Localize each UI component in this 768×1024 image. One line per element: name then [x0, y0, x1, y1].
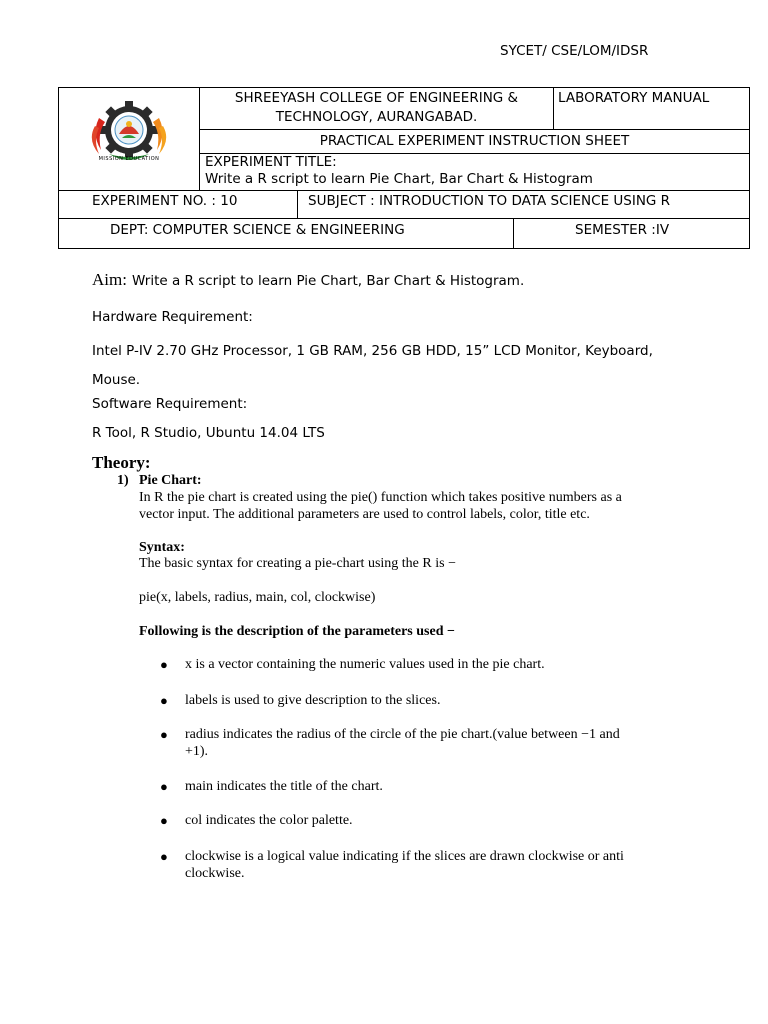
param-item: [185, 656, 705, 673]
hardware-line2: Mouse.: [92, 372, 141, 388]
param-item: [185, 726, 705, 760]
logo-tagline: MISSION EDUCATION: [98, 156, 160, 162]
param-item-line1: col indicates the color palette.: [185, 813, 353, 828]
pie-chart-paragraph-line2: vector input. The additional parameters are used to control labels, color, title etc.: [139, 507, 590, 522]
theory-heading: Theory:: [92, 453, 151, 472]
syntax-description: The basic syntax for creating a pie-chart using the R is −: [139, 556, 456, 571]
param-item: [185, 848, 705, 882]
aim-text: Write a R script to learn Pie Chart, Bar Chart & Histogram.: [132, 273, 525, 289]
param-item-line1: main indicates the title of the chart.: [185, 779, 383, 794]
param-item: [185, 778, 705, 795]
bullet-icon: ●: [160, 779, 168, 794]
software-text: R Tool, R Studio, Ubuntu 14.04 LTS: [92, 425, 325, 441]
bullet-icon: ●: [160, 657, 168, 672]
pie-chart-number: 1): [117, 473, 129, 488]
param-item-line1: x is a vector containing the numeric values used in the pie chart.: [185, 657, 545, 672]
college-name-cell: [199, 88, 553, 129]
logo-cell: [59, 88, 199, 190]
bullet-icon: ●: [160, 693, 168, 708]
subject-cell: SUBJECT : INTRODUCTION TO DATA SCIENCE USING R: [297, 190, 749, 218]
experiment-title-label: EXPERIMENT TITLE:: [205, 154, 337, 170]
department-cell: DEPT: COMPUTER SCIENCE & ENGINEERING: [59, 218, 513, 249]
param-item: [185, 812, 705, 829]
pie-chart-heading: Pie Chart:: [139, 473, 202, 488]
document-reference: SYCET/ CSE/LOM/IDSR: [500, 43, 649, 59]
bullet-icon: ●: [160, 727, 168, 742]
parameters-heading: Following is the description of the parameters used −: [139, 624, 455, 639]
pie-chart-paragraph-line1: In R the pie chart is created using the pie() function which takes positive numbers as a: [139, 490, 622, 505]
syntax-code: pie(x, labels, radius, main, col, clockwise): [139, 590, 376, 605]
college-logo: [59, 88, 199, 190]
param-item-line2: clockwise.: [185, 866, 245, 881]
syntax-heading: Syntax:: [139, 540, 185, 555]
experiment-number-cell: EXPERIMENT NO. : 10: [59, 190, 297, 218]
hardware-heading: Hardware Requirement:: [92, 309, 253, 325]
experiment-title-cell: [199, 153, 749, 190]
bullet-icon: ●: [160, 813, 168, 828]
semester-cell: SEMESTER :IV: [513, 218, 749, 249]
param-item-line2: +1).: [185, 744, 209, 759]
aim-label: Aim:: [92, 270, 127, 289]
param-item: [185, 692, 705, 709]
hardware-text: [92, 337, 692, 395]
aim-line: [92, 270, 524, 290]
instruction-sheet-cell: PRACTICAL EXPERIMENT INSTRUCTION SHEET: [199, 129, 749, 153]
college-name-line1: SHREEYASH COLLEGE OF ENGINEERING &: [234, 90, 519, 106]
param-item-line1: radius indicates the radius of the circle of the pie chart.(value between −1 and: [185, 727, 620, 742]
param-item-line1: labels is used to give description to the slices.: [185, 693, 441, 708]
college-name-line2: TECHNOLOGY, AURANGABAD.: [275, 109, 478, 125]
param-item-line1: clockwise is a logical value indicating if the slices are drawn clockwise or anti: [185, 849, 624, 864]
pie-chart-paragraph: [139, 489, 699, 523]
software-heading: Software Requirement:: [92, 396, 248, 412]
experiment-title-value: Write a R script to learn Pie Chart, Bar Chart & Histogram: [205, 171, 593, 187]
header-table: [58, 87, 750, 249]
hardware-line1: Intel P-IV 2.70 GHz Processor, 1 GB RAM, 256 GB HDD, 15” LCD Monitor, Keyboard,: [92, 343, 653, 359]
laboratory-manual-cell: LABORATORY MANUAL: [553, 88, 749, 129]
bullet-icon: ●: [160, 849, 168, 864]
